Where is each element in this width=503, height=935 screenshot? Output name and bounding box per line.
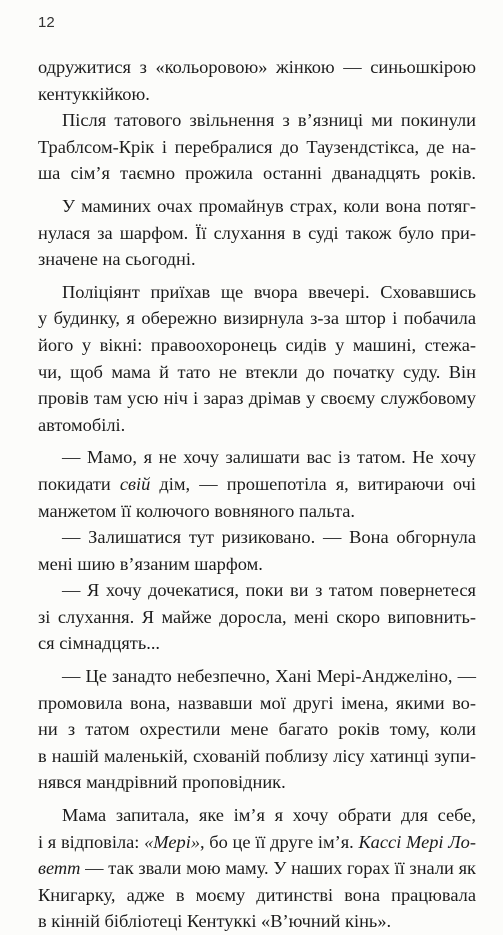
text-fragment: покидати [38, 473, 120, 494]
paragraph [38, 524, 476, 577]
text-line: — Мамо, я не хочу залишати вас із татом. Не хочу [62, 447, 476, 468]
paragraph [38, 193, 476, 273]
text-line: його у вікні: правоохоронець сидів у машині, стежа- [38, 334, 476, 355]
paragraph [38, 54, 476, 107]
text-fragment: і я відповіла: [38, 831, 145, 852]
text-line: мені шию в’язаним шарфом. [38, 553, 263, 574]
book-text [38, 54, 476, 935]
text-line: Після татового звільнення з в’язниці ми покинули [62, 110, 476, 131]
paragraph [38, 802, 476, 935]
text-line: нулася за шарфом. Її слухання в суді також було при- [38, 222, 476, 243]
text-line: Поліціянт приїхав ще вчора ввечері. Сховавшись [62, 281, 476, 302]
text-line [38, 855, 476, 882]
text-line: значене на сьогодні. [38, 249, 196, 270]
text-line: ся сімнадцять... [38, 633, 161, 654]
text-line: у будинку, я обережно визирнула з-за штор і побачила [38, 308, 476, 329]
text-line: У маминих очах промайнув страх, коли вона потяг- [62, 195, 476, 216]
text-line: Траблсом-Крік і перебралися до Таузендстікса, де на- [38, 136, 476, 157]
paragraph [38, 577, 476, 657]
italic-fragment: свій [119, 473, 151, 494]
text-line: промовила вона, назвавши мої другі імена, якими во- [38, 692, 476, 713]
italic-fragment: ветт [38, 858, 81, 879]
text-line: — Залишатися тут ризиковано. — Вона обгорнула [62, 527, 476, 548]
text-fragment: , бо це її друге ім’я. [200, 831, 359, 852]
text-fragment: дім, — прошепотіла я, витираючи очі [150, 473, 476, 494]
text-line: чи, щоб мама й тато не втекли до початку суду. Він [38, 361, 476, 382]
text-line: манжетом її колючого вовняного пальта. [38, 500, 356, 521]
text-line: ша сім’я таємно прожила останні дванадцять років. [38, 163, 476, 184]
text-line: кентуккійкою. [38, 83, 150, 104]
text-line: в нашій маленькій, схованій поблизу лісу хатинці зупи- [38, 745, 476, 766]
italic-fragment: Кассі Мері Ло- [358, 831, 477, 852]
page-number: 12 [38, 14, 55, 31]
text-line: ни з татом охрестили мене багато років тому, коли [38, 719, 476, 740]
text-line: Мама запитала, яке ім’я я хочу обрати для себе, [62, 805, 476, 826]
paragraph [38, 663, 476, 796]
paragraph [38, 279, 476, 439]
text-line: — Це занадто небезпечно, Хані Мері-Анджеліно, — [62, 666, 476, 687]
text-line: провів там усю ніч і зараз дрімав у своєму службовому [38, 388, 476, 409]
text-line: зі слухання. Я майже доросла, мені скоро виповнить- [38, 606, 476, 627]
text-line [38, 829, 476, 856]
text-fragment: — так звали мою маму. У наших горах її знали як [80, 858, 476, 879]
italic-fragment: «Мері» [144, 831, 201, 852]
text-line: одружитися з «кольоровою» жінкою — синьошкірою [38, 57, 476, 77]
text-line: нявся мандрівний проповідник. [38, 772, 286, 793]
paragraph [38, 444, 476, 524]
text-line: — Я хочу дочекатися, поки ви з татом повернетеся [62, 580, 476, 601]
text-line: автомобілі. [38, 414, 126, 435]
text-line [38, 471, 476, 498]
text-line: в кінній бібліотеці Кентуккі «В’ючний кінь». [38, 911, 392, 932]
text-line: Книгарку, адже в моєму дитинстві вона працювала [38, 884, 476, 905]
paragraph [38, 107, 476, 187]
